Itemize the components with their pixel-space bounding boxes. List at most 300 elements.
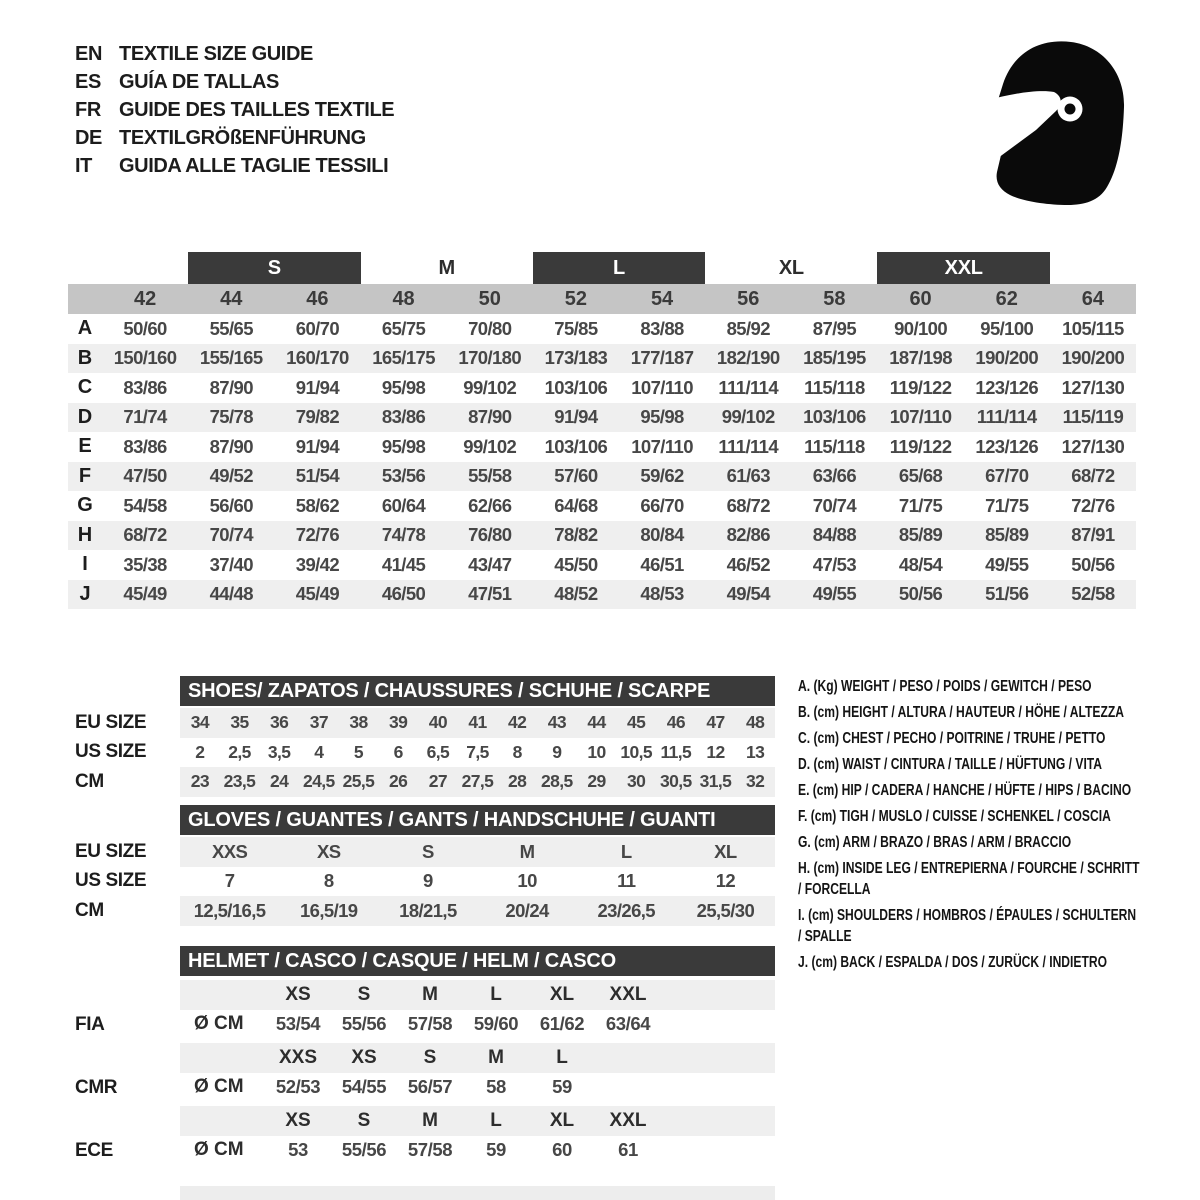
size-value-cell: 111/114 [718, 376, 779, 398]
size-value-cell: 75/85 [554, 317, 598, 339]
size-value-cell: 48/54 [898, 553, 943, 575]
shoes-eu-cell: 45 [627, 712, 646, 733]
size-value-cell: 45/49 [295, 583, 340, 605]
helmet-value-cell [595, 1073, 661, 1103]
size-number-header [68, 284, 1136, 314]
helmet-table-title: HELMET / CASCO / CASQUE / HELM / CASCO [180, 946, 775, 976]
helmet-values-row-ECE [180, 1136, 775, 1166]
size-value-cell: 115/118 [804, 376, 865, 398]
size-value-cell: 55/65 [209, 317, 253, 339]
gloves-eu-cell: L [620, 840, 632, 862]
helmet-size-label: XXL [609, 983, 647, 1005]
shoes-us-cell: 6 [393, 741, 403, 762]
helmet-section-CMR [180, 1043, 775, 1102]
helmet-size-label: XS [351, 1046, 377, 1068]
helmet-sections [180, 980, 775, 1165]
language-code: FR [75, 98, 101, 121]
shoes-eu-cell: 41 [468, 712, 487, 733]
shoes-cm-cell: 25,5 [342, 771, 375, 792]
size-value-cell: 52/58 [1071, 583, 1115, 605]
gloves-table [180, 805, 775, 926]
column-header-42: 42 [133, 287, 157, 310]
helmet-size-label: L [490, 1109, 502, 1131]
fia-standard-label: FIA [75, 1013, 105, 1035]
legend-item-A: A. (Kg) WEIGHT / PESO / POIDS / GEWITCH / PESO [798, 678, 1092, 695]
helmet-sizes-row-ECE [180, 1106, 775, 1136]
helmet-value-cell: 55/56 [341, 1139, 387, 1161]
textile-row-I [68, 550, 1136, 580]
size-value-cell: 85/89 [985, 524, 1029, 546]
language-code: ES [75, 70, 101, 93]
row-code-I: I [82, 553, 88, 576]
size-value-cell: 49/52 [209, 465, 253, 487]
shoes-eu-cell: 38 [349, 712, 368, 733]
shoes-us-cell: 6,5 [426, 741, 450, 762]
size-value-cell: 91/94 [554, 406, 598, 428]
size-value-cell: 119/122 [889, 376, 952, 398]
shoes-cm-cell: 27 [428, 771, 447, 792]
helmet-size-label [595, 1043, 661, 1073]
shoes-us-cell: 10,5 [620, 741, 652, 762]
size-value-cell: 83/86 [123, 376, 167, 398]
size-band-XXL: XXL [877, 252, 1049, 284]
row-code-J: J [79, 582, 91, 605]
gloves-eu-cell: M [519, 840, 535, 862]
size-value-cell: 115/118 [804, 435, 865, 457]
size-value-cell: 85/89 [898, 524, 943, 546]
gloves-cm-row [180, 896, 775, 926]
gloves-eu-cell: XXS [211, 840, 248, 862]
gloves-eu-cell: S [422, 840, 434, 862]
shoes-us-cell: 9 [552, 741, 562, 762]
size-value-cell: 71/74 [123, 406, 167, 428]
size-band-S: S [188, 252, 360, 284]
size-value-cell: 155/165 [199, 347, 263, 369]
shoes-cm-cell: 27,5 [461, 771, 494, 792]
gloves-us-cell: 8 [323, 870, 334, 892]
guide-title-es: GUÍA DE TALLAS [119, 70, 279, 93]
gloves-table-title: GLOVES / GUANTES / GANTS / HANDSCHUHE / GUANTI [180, 805, 775, 835]
shoes-eu-cell: 34 [190, 712, 209, 733]
helmet-size-label: S [357, 1109, 371, 1131]
size-value-cell: 165/175 [372, 347, 435, 369]
corner-cell [68, 284, 102, 314]
shoes-eu-cell: 36 [270, 712, 289, 733]
size-value-cell: 91/94 [295, 435, 340, 457]
helmet-size-label: XL [549, 983, 575, 1005]
size-value-cell: 61/63 [726, 465, 770, 487]
shoes-us-cell: 4 [314, 741, 324, 762]
helmet-value-cell: 53 [288, 1139, 308, 1161]
size-value-cell: 43/47 [468, 553, 512, 575]
shoes-cm-cell: 23 [190, 771, 209, 792]
size-value-cell: 47/51 [468, 583, 512, 605]
textile-row-A [68, 314, 1136, 344]
size-value-cell: 76/80 [468, 524, 512, 546]
gloves-us-size-row [180, 867, 775, 897]
shoes-eu-cell: 35 [230, 712, 249, 733]
size-value-cell: 115/119 [1062, 406, 1124, 428]
size-value-cell: 45/49 [123, 583, 167, 605]
legend-item-E: E. (cm) HIP / CADERA / HANCHE / HÜFTE / HIPS / BACINO [798, 782, 1132, 799]
empty-cell [180, 980, 265, 1010]
size-value-cell: 67/70 [985, 465, 1029, 487]
gloves-cm-cell: 20/24 [505, 899, 549, 921]
legend-item-J: J. (cm) BACK / ESPALDA / DOS / ZURÜCK / INDIETRO [798, 954, 1107, 971]
size-band-row [68, 252, 1136, 284]
size-value-cell: 68/72 [1071, 465, 1115, 487]
gloves-cm-cell: 12,5/16,5 [193, 899, 266, 921]
helmet-sizes-row-CMR [180, 1043, 775, 1073]
size-value-cell: 63/66 [812, 465, 857, 487]
helmet-section-FIA [180, 980, 775, 1039]
size-value-cell: 59/62 [640, 465, 684, 487]
helmet-size-label: XS [285, 1109, 311, 1131]
size-value-cell: 123/126 [975, 435, 1039, 457]
language-row-fr [75, 96, 394, 124]
row-code-E: E [78, 435, 92, 458]
cropped-bottom-row-strip [180, 1186, 775, 1200]
shoes-cm-cell: 28 [508, 771, 527, 792]
size-band-XL: XL [778, 256, 804, 279]
helmet-value-cell: 59/60 [473, 1013, 519, 1035]
textile-size-table [68, 252, 1136, 609]
diameter-unit-label: Ø CM [194, 1013, 244, 1035]
language-row-es [75, 68, 394, 96]
size-value-cell: 85/92 [726, 317, 770, 339]
textile-row-G [68, 491, 1136, 521]
size-value-cell: 75/78 [209, 406, 253, 428]
size-value-cell: 91/94 [295, 376, 340, 398]
language-row-de [75, 124, 394, 152]
shoes-cm-cell: 26 [389, 771, 408, 792]
size-value-cell: 87/90 [209, 376, 253, 398]
row-code-A: A [77, 317, 93, 340]
gloves-us-cell: 11 [617, 870, 636, 892]
size-value-cell: 46/52 [726, 553, 770, 575]
size-value-cell: 45/50 [554, 553, 598, 575]
size-value-cell: 107/110 [631, 376, 693, 398]
size-value-cell: 190/200 [1061, 347, 1125, 369]
helmet-value-cell: 58 [486, 1076, 506, 1098]
shoes-eu-size-label: EU SIZE [75, 711, 147, 733]
size-value-cell: 47/53 [812, 553, 857, 575]
shoes-us-size-label: US SIZE [75, 740, 147, 762]
textile-row-C [68, 373, 1136, 403]
legend-item-I: I. (cm) SHOULDERS / HOMBROS / ÉPAULES / SCHULTERN / SPALLE [798, 907, 1137, 945]
helmet-size-label: S [423, 1046, 437, 1068]
shoes-us-cell: 2 [195, 741, 205, 762]
shoes-us-size-row [180, 738, 775, 768]
gloves-cm-cell: 23/26,5 [597, 899, 655, 921]
gloves-us-cell: 10 [517, 870, 537, 892]
size-value-cell: 177/187 [630, 347, 694, 369]
size-value-cell: 51/54 [295, 465, 340, 487]
shoes-cm-cell: 24 [270, 771, 289, 792]
helmet-table [180, 946, 775, 1165]
gloves-us-cell: 12 [715, 870, 736, 892]
guide-title-it: GUIDA ALLE TAGLIE TESSILI [119, 154, 389, 177]
column-header-44: 44 [220, 287, 243, 310]
shoes-us-cell: 7,5 [466, 741, 489, 762]
helmet-section-ECE [180, 1106, 775, 1165]
size-value-cell: 44/48 [209, 583, 253, 605]
helmet-value-cell: 59 [486, 1139, 506, 1161]
gloves-eu-cell: XL [714, 840, 737, 862]
size-value-cell: 95/98 [381, 435, 426, 457]
size-value-cell: 57/60 [554, 465, 598, 487]
helmet-value-cell: 63/64 [605, 1013, 651, 1035]
size-value-cell: 127/130 [1061, 435, 1125, 457]
size-value-cell: 60/64 [381, 494, 426, 516]
size-value-cell: 103/106 [544, 376, 608, 398]
size-value-cell: 83/86 [123, 435, 167, 457]
shoes-eu-cell: 42 [508, 712, 527, 733]
shoes-us-cell: 11,5 [660, 741, 692, 762]
gloves-cm-cell: 16,5/19 [299, 899, 358, 921]
size-value-cell: 68/72 [123, 524, 167, 546]
size-value-cell: 99/102 [721, 406, 775, 428]
size-value-cell: 87/91 [1071, 524, 1115, 546]
shoes-us-cell: 2,5 [228, 741, 251, 762]
legend-item-C: C. (cm) CHEST / PECHO / POITRINE / TRUHE / PETTO [798, 730, 1106, 747]
shoes-cm-cell: 23,5 [223, 771, 256, 792]
size-value-cell: 51/56 [985, 583, 1029, 605]
size-value-cell: 50/56 [1071, 553, 1115, 575]
size-value-cell: 87/95 [812, 317, 857, 339]
column-header-48: 48 [392, 287, 415, 310]
size-value-cell: 49/54 [726, 583, 770, 605]
helmet-size-label: XL [549, 1109, 575, 1131]
shoes-table [180, 676, 775, 797]
size-value-cell: 49/55 [985, 553, 1029, 575]
language-code: DE [75, 126, 102, 149]
language-code: EN [75, 42, 102, 65]
column-header-64: 64 [1081, 287, 1105, 310]
gloves-cm-cell: 18/21,5 [399, 899, 457, 921]
size-value-cell: 70/74 [812, 494, 857, 516]
size-value-cell: 46/51 [640, 553, 684, 575]
racing-helmet-icon [976, 36, 1132, 208]
column-header-50: 50 [478, 287, 501, 310]
shoes-eu-cell: 43 [547, 712, 566, 733]
language-row-en [75, 40, 394, 68]
gloves-eu-cell: XS [317, 840, 341, 862]
column-header-56: 56 [737, 287, 760, 310]
helmet-size-label: M [422, 983, 438, 1005]
shoes-eu-size-row [180, 708, 775, 738]
helmet-value-cell: 60 [552, 1139, 572, 1161]
legend-item-F: F. (cm) TIGH / MUSLO / CUISSE / SCHENKEL / COSCIA [798, 808, 1111, 825]
shoes-cm-cell: 24,5 [302, 771, 335, 792]
size-value-cell: 39/42 [295, 553, 340, 575]
size-value-cell: 150/160 [113, 347, 177, 369]
size-value-cell: 48/53 [640, 583, 684, 605]
shoes-us-cell: 10 [587, 741, 606, 762]
shoes-eu-cell: 39 [389, 712, 408, 733]
size-band-L: L [533, 252, 705, 284]
helmet-value-cell: 54/55 [341, 1076, 387, 1098]
legend-item-H: H. (cm) INSIDE LEG / ENTREPIERNA / FOURCHE / SCHRITT / FORCELLA [798, 860, 1140, 898]
helmet-size-label: XS [285, 983, 311, 1005]
shoes-cm-label: CM [75, 770, 104, 792]
shoes-table-title: SHOES/ ZAPATOS / CHAUSSURES / SCHUHE / SCARPE [180, 676, 775, 706]
guide-title-de: TEXTILGRÖßENFÜHRUNG [119, 126, 366, 149]
size-value-cell: 46/50 [381, 583, 426, 605]
size-value-cell: 53/56 [381, 465, 426, 487]
legend-item-G: G. (cm) ARM / BRAZO / BRAS / ARM / BRACCIO [798, 834, 1072, 851]
helmet-value-cell: 57/58 [407, 1139, 453, 1161]
size-value-cell: 87/90 [209, 435, 253, 457]
size-value-cell: 68/72 [726, 494, 770, 516]
gloves-us-cell: 7 [224, 870, 235, 892]
shoes-cm-cell: 32 [746, 771, 765, 792]
size-value-cell: 65/68 [898, 465, 943, 487]
helmet-size-label: L [556, 1046, 568, 1068]
row-code-G: G [77, 494, 93, 517]
size-value-cell: 72/76 [1071, 494, 1115, 516]
size-value-cell: 87/90 [468, 406, 512, 428]
row-code-C: C [77, 376, 93, 399]
textile-row-J [68, 580, 1136, 610]
gloves-cm-cell: 25,5/30 [696, 899, 755, 921]
size-value-cell: 190/200 [975, 347, 1039, 369]
size-value-cell: 84/88 [812, 524, 857, 546]
size-value-cell: 170/180 [458, 347, 522, 369]
gloves-us-cell: 9 [423, 870, 433, 892]
size-value-cell: 90/100 [894, 317, 948, 339]
helmet-size-label: XXL [609, 1109, 647, 1131]
helmet-value-cell: 57/58 [407, 1013, 453, 1035]
size-value-cell: 107/110 [889, 406, 952, 428]
size-value-cell: 173/183 [544, 347, 608, 369]
diameter-unit-label: Ø CM [194, 1139, 244, 1161]
shoes-cm-row [180, 767, 775, 797]
size-value-cell: 55/58 [468, 465, 512, 487]
size-value-cell: 74/78 [381, 524, 426, 546]
size-value-cell: 72/76 [295, 524, 340, 546]
size-value-cell: 107/110 [631, 435, 693, 457]
column-header-54: 54 [650, 287, 674, 310]
column-header-60: 60 [909, 287, 932, 310]
size-value-cell: 54/58 [123, 494, 167, 516]
shoes-cm-cell: 30,5 [659, 771, 692, 792]
gloves-us-size-label: US SIZE [75, 869, 147, 891]
helmet-values-row-FIA [180, 1010, 775, 1040]
size-value-cell: 83/88 [640, 317, 684, 339]
textile-row-H [68, 521, 1136, 551]
column-header-52: 52 [564, 287, 588, 310]
column-header-62: 62 [995, 287, 1018, 310]
legend-item-D: D. (cm) WAIST / CINTURA / TAILLE / HÜFTUNG / VITA [798, 756, 1103, 773]
size-value-cell: 70/74 [209, 524, 253, 546]
helmet-value-cell: 61 [618, 1139, 638, 1161]
textile-measure-rows [68, 314, 1136, 609]
helmet-value-cell: 55/56 [341, 1013, 387, 1035]
size-value-cell: 41/45 [381, 553, 426, 575]
size-value-cell: 65/75 [381, 317, 426, 339]
column-header-46: 46 [306, 287, 329, 310]
language-title-list [75, 40, 394, 180]
cmr-standard-label: CMR [75, 1076, 118, 1098]
textile-row-B [68, 344, 1136, 374]
shoes-eu-cell: 47 [706, 712, 725, 733]
shoes-eu-cell: 37 [309, 712, 328, 733]
ece-standard-label: ECE [75, 1139, 113, 1161]
shoes-us-cell: 8 [512, 741, 522, 762]
language-code: IT [75, 154, 92, 177]
measurement-legend [798, 676, 1141, 978]
helmet-size-label: XXS [278, 1046, 318, 1068]
size-value-cell: 185/195 [803, 347, 866, 369]
size-band-M: M [438, 256, 455, 279]
shoes-cm-cell: 30 [627, 771, 646, 792]
size-value-cell: 70/80 [468, 317, 512, 339]
size-value-cell: 111/114 [976, 406, 1037, 428]
size-value-cell: 47/50 [123, 465, 167, 487]
row-code-D: D [77, 405, 93, 428]
helmet-value-cell: 59 [552, 1076, 572, 1098]
helmet-value-cell: 52/53 [275, 1076, 321, 1098]
language-row-it [75, 152, 394, 180]
size-value-cell: 71/75 [898, 494, 943, 516]
size-value-cell: 60/70 [295, 317, 340, 339]
helmet-value-cell: 53/54 [275, 1013, 321, 1035]
guide-title-fr: GUIDE DES TAILLES TEXTILE [119, 98, 395, 121]
textile-row-D [68, 403, 1136, 433]
helmet-values-row-CMR [180, 1073, 775, 1103]
shoes-us-cell: 3,5 [267, 741, 291, 762]
shoes-us-cell: 12 [706, 741, 725, 762]
size-value-cell: 80/84 [640, 524, 684, 546]
helmet-value-cell: 61/62 [539, 1013, 585, 1035]
gloves-eu-size-row [180, 837, 775, 867]
size-value-cell: 103/106 [544, 435, 608, 457]
shoes-us-cell: 5 [353, 741, 364, 762]
size-value-cell: 95/98 [640, 406, 684, 428]
guide-title-en: TEXTILE SIZE GUIDE [119, 42, 313, 65]
size-value-cell: 95/98 [381, 376, 426, 398]
row-code-H: H [77, 523, 93, 546]
helmet-size-label: M [422, 1109, 438, 1131]
shoes-cm-cell: 28,5 [540, 771, 573, 792]
shoes-cm-cell: 31,5 [699, 771, 732, 792]
size-value-cell: 127/130 [1061, 376, 1125, 398]
gloves-cm-label: CM [75, 899, 104, 921]
helmet-sizes-row-FIA [180, 980, 775, 1010]
size-value-cell: 182/190 [716, 347, 780, 369]
column-header-58: 58 [823, 287, 846, 310]
shoes-us-cell: 13 [746, 741, 765, 762]
size-value-cell: 37/40 [209, 553, 253, 575]
size-value-cell: 48/52 [554, 583, 598, 605]
size-value-cell: 187/198 [889, 347, 952, 369]
size-value-cell: 56/60 [209, 494, 253, 516]
size-value-cell: 160/170 [286, 347, 349, 369]
helmet-value-cell: 56/57 [407, 1076, 453, 1098]
size-value-cell: 103/106 [803, 406, 866, 428]
size-value-cell: 99/102 [463, 435, 517, 457]
shoes-cm-cell: 29 [587, 771, 606, 792]
size-value-cell: 78/82 [554, 524, 598, 546]
size-value-cell: 119/122 [889, 435, 952, 457]
size-value-cell: 58/62 [295, 494, 340, 516]
size-value-cell: 50/56 [898, 583, 943, 605]
textile-row-F [68, 462, 1136, 492]
size-value-cell: 64/68 [554, 494, 598, 516]
helmet-size-label: L [490, 983, 502, 1005]
size-value-cell: 50/60 [123, 317, 167, 339]
